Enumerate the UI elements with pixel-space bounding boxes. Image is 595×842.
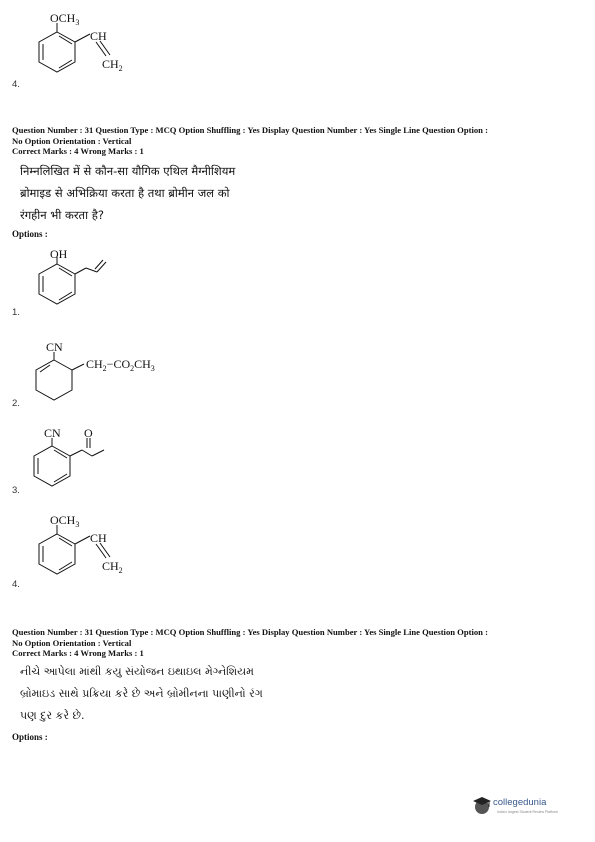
option-4-structure xyxy=(30,512,140,582)
mol-label-cn: CN xyxy=(44,426,61,440)
option-number: 4. xyxy=(12,79,20,90)
option-number: 4. xyxy=(12,579,20,590)
graduate-icon xyxy=(471,794,493,816)
top-option-4-structure xyxy=(30,10,140,80)
mol-label-ch: CH xyxy=(90,29,107,43)
mol-label-ester: $CH_2-CO_2CH_3$ xyxy=(86,357,155,373)
option-3-structure xyxy=(30,428,140,490)
collegedunia-logo xyxy=(471,790,581,824)
mol-label-och3: $OCH_3$ xyxy=(50,513,80,529)
question-text xyxy=(20,661,320,727)
mol-label-ch: CH xyxy=(90,531,107,545)
question-line: બ્રોમાઇડ સાથે પ્રક્રિયા કરે છે અને બ્રોમીનના પાણીનો રંગ xyxy=(20,687,263,700)
question-line: निम्नलिखित में से कौन-सा यौगिक एथिल मैग्नीशियम xyxy=(20,164,236,178)
mol-label-och3: $OCH_3$ xyxy=(50,11,80,27)
meta-line-1: Question Number : 31 Question Type : MCQ Option Shuffling : Yes Display Question Number : Yes Single Line Question Option : xyxy=(12,125,488,135)
mol-label-oh: OH xyxy=(50,247,68,261)
question-meta xyxy=(12,125,587,157)
options-label: Options : xyxy=(12,229,48,239)
mol-label-ch2: $CH_2$ xyxy=(102,559,123,575)
question-line: रंगहीन भी करता है? xyxy=(20,208,104,222)
mol-label-ch2: $CH_2$ xyxy=(102,57,123,73)
logo-text: collegedunia xyxy=(493,797,547,808)
question-text xyxy=(20,160,320,226)
marks-line: Correct Marks : 4 Wrong Marks : 1 xyxy=(12,648,144,658)
option-number: 2. xyxy=(12,398,20,409)
option-number: 1. xyxy=(12,307,20,318)
question-line: નીચે આપેલા માંથી કયુ સંયોજન ઇથાઇલ મેગ્નેશિયમ xyxy=(20,665,254,678)
option-1-structure xyxy=(30,248,140,310)
options-label: Options : xyxy=(12,732,48,742)
question-line: ब्रोमाइड से अभिक्रिया करता है तथा ब्रोमीन जल को xyxy=(20,186,230,200)
mol-label-o: O xyxy=(84,426,93,440)
mol-label-cn: CN xyxy=(46,340,63,354)
option-number: 3. xyxy=(12,485,20,496)
logo-tagline: India's largest Student Review Platform xyxy=(497,810,558,814)
meta-line-1: Question Number : 31 Question Type : MCQ Option Shuffling : Yes Display Question Number : Yes Single Line Question Option : xyxy=(12,627,488,637)
meta-line-2: No Option Orientation : Vertical xyxy=(12,135,132,146)
option-2-structure xyxy=(30,340,190,408)
question-line: પણ દુર કરે છે. xyxy=(20,709,85,722)
question-meta xyxy=(12,627,587,659)
marks-line: Correct Marks : 4 Wrong Marks : 1 xyxy=(12,146,144,156)
meta-line-2: No Option Orientation : Vertical xyxy=(12,637,132,648)
